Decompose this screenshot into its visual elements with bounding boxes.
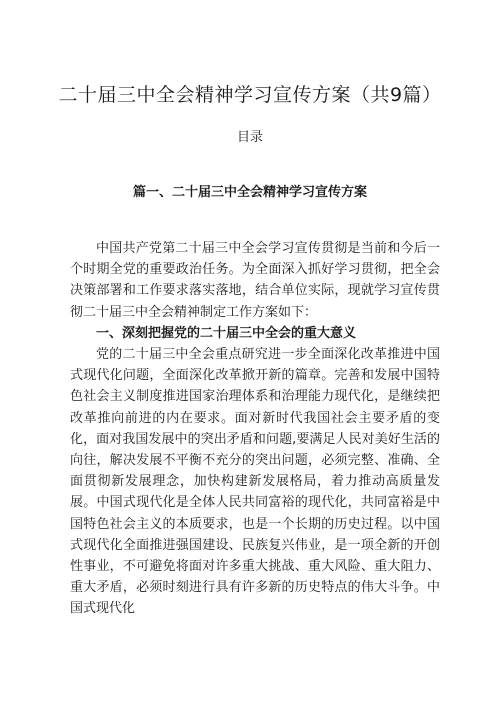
document-body xyxy=(70,238,440,620)
body-paragraph: 党的二十届三中全会重点研究进一步全面深化改革推进中国式现代化问题，全面深化改革掀开新的篇章。完善和发展中国特色社会主义制度推进国家治理体系和治理能力现代化，是继续把改革推向前进的内在要求。面对新时代我国社会主要矛盾的变化，面对我国发展中的突出矛盾和问题,要满足人民对美好生活的向往，解决发展不平衡不充分的突出问题，必须完整、准确、全面贯彻新发展理念，加快构建新发展格局，着力推动高质量发展。中国式现代化是全体人民共同富裕的现代化，共同富裕是中国特色社会主义的本质要求，也是一个长期的历史过程。以中国式现代化全面推进强国建设、民族复兴伟业，是一项全新的开创性事业，不可避免将面对许多重大挑战、重大风险、重大阻力、重大矛盾，必须时刻进行具有许多新的历史特点的伟大斗争。中国式现代化 xyxy=(70,347,440,617)
intro-paragraph: 中国共产党第二十届三中全会学习宣传贯彻是当前和今后一个时期全党的重要政治任务。为全面深入抓好学习贯彻，把全会决策部署和工作要求落实落地，结合单位实际，现就学习宣传贯彻二十届三中全会精神制定工作方案如下： xyxy=(70,241,440,320)
subheading-significance: 一、深刻把握党的二十届三中全会的重大意义 xyxy=(96,325,357,341)
table-of-contents-label: 目录 xyxy=(236,130,263,145)
document-title: 二十届三中全会精神学习宣传方案（共9篇） xyxy=(58,84,442,106)
section-heading: 篇一、二十届三中全会精神学习宣传方案 xyxy=(132,185,367,200)
